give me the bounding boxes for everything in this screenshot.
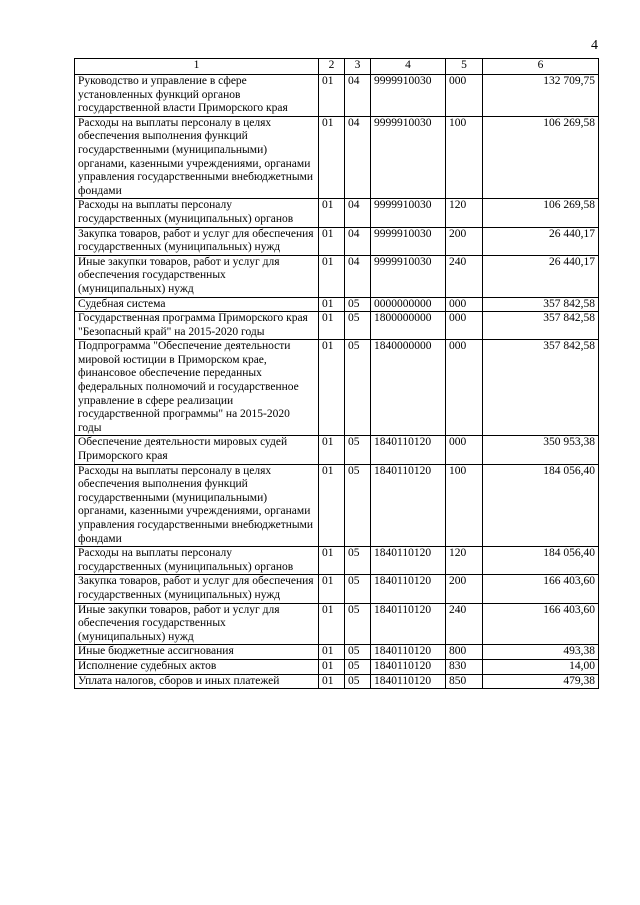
row-target-article-cell: 1840110120 <box>371 674 446 689</box>
row-name-cell: Обеспечение деятельности мировых судей Приморского края <box>75 436 319 464</box>
row-subsection-cell: 05 <box>345 575 371 603</box>
row-section-cell: 01 <box>319 312 345 340</box>
row-target-article-cell: 9999910030 <box>371 255 446 297</box>
table-row <box>75 116 599 199</box>
row-subsection-cell: 04 <box>345 199 371 227</box>
row-subsection-cell: 05 <box>345 645 371 660</box>
header-col-1: 1 <box>75 59 319 75</box>
row-expense-type-cell: 120 <box>446 547 483 575</box>
row-subsection-cell: 05 <box>345 674 371 689</box>
table-row <box>75 255 599 297</box>
row-name-cell: Судебная система <box>75 297 319 312</box>
row-section-cell: 01 <box>319 297 345 312</box>
row-section-cell: 01 <box>319 116 345 199</box>
row-section-cell: 01 <box>319 575 345 603</box>
row-expense-type-cell: 000 <box>446 75 483 117</box>
row-amount-cell: 493,38 <box>483 645 599 660</box>
row-expense-type-cell: 100 <box>446 464 483 547</box>
row-name-cell: Расходы на выплаты персоналу в целях обеспечения выполнения функций государственными (муниципальными) органами, казенными учреждениями, органами управления государственными внебюджетными фондами <box>75 464 319 547</box>
row-expense-type-cell: 000 <box>446 340 483 436</box>
row-subsection-cell: 04 <box>345 255 371 297</box>
row-amount-cell: 479,38 <box>483 674 599 689</box>
table-row <box>75 199 599 227</box>
table-row <box>75 297 599 312</box>
row-target-article-cell: 1840000000 <box>371 340 446 436</box>
row-target-article-cell: 1840110120 <box>371 659 446 674</box>
row-target-article-cell: 1840110120 <box>371 436 446 464</box>
row-amount-cell: 166 403,60 <box>483 603 599 645</box>
row-name-cell: Уплата налогов, сборов и иных платежей <box>75 674 319 689</box>
row-name-cell: Иные бюджетные ассигнования <box>75 645 319 660</box>
row-expense-type-cell: 000 <box>446 436 483 464</box>
row-amount-cell: 14,00 <box>483 659 599 674</box>
row-target-article-cell: 1800000000 <box>371 312 446 340</box>
row-target-article-cell: 1840110120 <box>371 603 446 645</box>
row-amount-cell: 184 056,40 <box>483 464 599 547</box>
row-section-cell: 01 <box>319 75 345 117</box>
row-subsection-cell: 05 <box>345 297 371 312</box>
row-amount-cell: 184 056,40 <box>483 547 599 575</box>
row-section-cell: 01 <box>319 659 345 674</box>
table-header-row <box>75 59 599 75</box>
row-expense-type-cell: 240 <box>446 255 483 297</box>
row-amount-cell: 26 440,17 <box>483 255 599 297</box>
row-name-cell: Руководство и управление в сфере установленных функций органов государственной власти Приморского края <box>75 75 319 117</box>
row-section-cell: 01 <box>319 547 345 575</box>
row-expense-type-cell: 120 <box>446 199 483 227</box>
row-target-article-cell: 1840110120 <box>371 575 446 603</box>
row-target-article-cell: 1840110120 <box>371 645 446 660</box>
row-expense-type-cell: 850 <box>446 674 483 689</box>
row-expense-type-cell: 240 <box>446 603 483 645</box>
table-row <box>75 674 599 689</box>
table-row <box>75 645 599 660</box>
table-row <box>75 659 599 674</box>
row-amount-cell: 350 953,38 <box>483 436 599 464</box>
table-row <box>75 340 599 436</box>
row-section-cell: 01 <box>319 674 345 689</box>
row-name-cell: Подпрограмма "Обеспечение деятельности мировой юстиции в Приморском крае, финансовое обеспечение переданных федеральных полномочий и государственное управление в сфере реализации государственной программы" на 2015-2020 годы <box>75 340 319 436</box>
row-amount-cell: 106 269,58 <box>483 199 599 227</box>
row-name-cell: Расходы на выплаты персоналу в целях обеспечения выполнения функций государственными (муниципальными) органами, казенными учреждениями, органами управления государственными внебюджетными фондами <box>75 116 319 199</box>
row-amount-cell: 166 403,60 <box>483 575 599 603</box>
row-target-article-cell: 9999910030 <box>371 75 446 117</box>
row-section-cell: 01 <box>319 603 345 645</box>
budget-table <box>74 58 599 689</box>
row-expense-type-cell: 000 <box>446 312 483 340</box>
row-expense-type-cell: 200 <box>446 575 483 603</box>
header-col-5: 5 <box>446 59 483 75</box>
row-section-cell: 01 <box>319 645 345 660</box>
row-amount-cell: 357 842,58 <box>483 340 599 436</box>
row-subsection-cell: 05 <box>345 659 371 674</box>
table-row <box>75 464 599 547</box>
row-section-cell: 01 <box>319 199 345 227</box>
header-col-3: 3 <box>345 59 371 75</box>
row-name-cell: Закупка товаров, работ и услуг для обеспечения государственных (муниципальных) нужд <box>75 575 319 603</box>
row-section-cell: 01 <box>319 436 345 464</box>
row-amount-cell: 132 709,75 <box>483 75 599 117</box>
row-section-cell: 01 <box>319 255 345 297</box>
row-subsection-cell: 05 <box>345 464 371 547</box>
row-expense-type-cell: 800 <box>446 645 483 660</box>
row-amount-cell: 357 842,58 <box>483 312 599 340</box>
row-amount-cell: 106 269,58 <box>483 116 599 199</box>
row-amount-cell: 26 440,17 <box>483 227 599 255</box>
table-row <box>75 547 599 575</box>
header-col-2: 2 <box>319 59 345 75</box>
table-row <box>75 575 599 603</box>
header-col-4: 4 <box>371 59 446 75</box>
page-number: 4 <box>591 38 598 53</box>
row-expense-type-cell: 830 <box>446 659 483 674</box>
row-target-article-cell: 9999910030 <box>371 116 446 199</box>
table-row <box>75 312 599 340</box>
row-expense-type-cell: 100 <box>446 116 483 199</box>
row-target-article-cell: 0000000000 <box>371 297 446 312</box>
row-subsection-cell: 05 <box>345 603 371 645</box>
row-name-cell: Исполнение судебных актов <box>75 659 319 674</box>
table-row <box>75 227 599 255</box>
row-target-article-cell: 1840110120 <box>371 464 446 547</box>
row-name-cell: Расходы на выплаты персоналу государственных (муниципальных) органов <box>75 199 319 227</box>
table-row <box>75 75 599 117</box>
row-subsection-cell: 05 <box>345 312 371 340</box>
row-subsection-cell: 05 <box>345 436 371 464</box>
header-col-6: 6 <box>483 59 599 75</box>
row-subsection-cell: 05 <box>345 340 371 436</box>
row-target-article-cell: 9999910030 <box>371 199 446 227</box>
row-subsection-cell: 04 <box>345 75 371 117</box>
row-section-cell: 01 <box>319 227 345 255</box>
row-name-cell: Иные закупки товаров, работ и услуг для обеспечения государственных (муниципальных) нужд <box>75 603 319 645</box>
row-target-article-cell: 1840110120 <box>371 547 446 575</box>
table-row <box>75 436 599 464</box>
row-name-cell: Расходы на выплаты персоналу государственных (муниципальных) органов <box>75 547 319 575</box>
row-name-cell: Государственная программа Приморского края "Безопасный край" на 2015-2020 годы <box>75 312 319 340</box>
table-row <box>75 603 599 645</box>
row-subsection-cell: 04 <box>345 227 371 255</box>
row-name-cell: Иные закупки товаров, работ и услуг для обеспечения государственных (муниципальных) нужд <box>75 255 319 297</box>
row-subsection-cell: 04 <box>345 116 371 199</box>
row-section-cell: 01 <box>319 464 345 547</box>
row-expense-type-cell: 000 <box>446 297 483 312</box>
row-target-article-cell: 9999910030 <box>371 227 446 255</box>
row-section-cell: 01 <box>319 340 345 436</box>
row-expense-type-cell: 200 <box>446 227 483 255</box>
row-amount-cell: 357 842,58 <box>483 297 599 312</box>
row-name-cell: Закупка товаров, работ и услуг для обеспечения государственных (муниципальных) нужд <box>75 227 319 255</box>
row-subsection-cell: 05 <box>345 547 371 575</box>
